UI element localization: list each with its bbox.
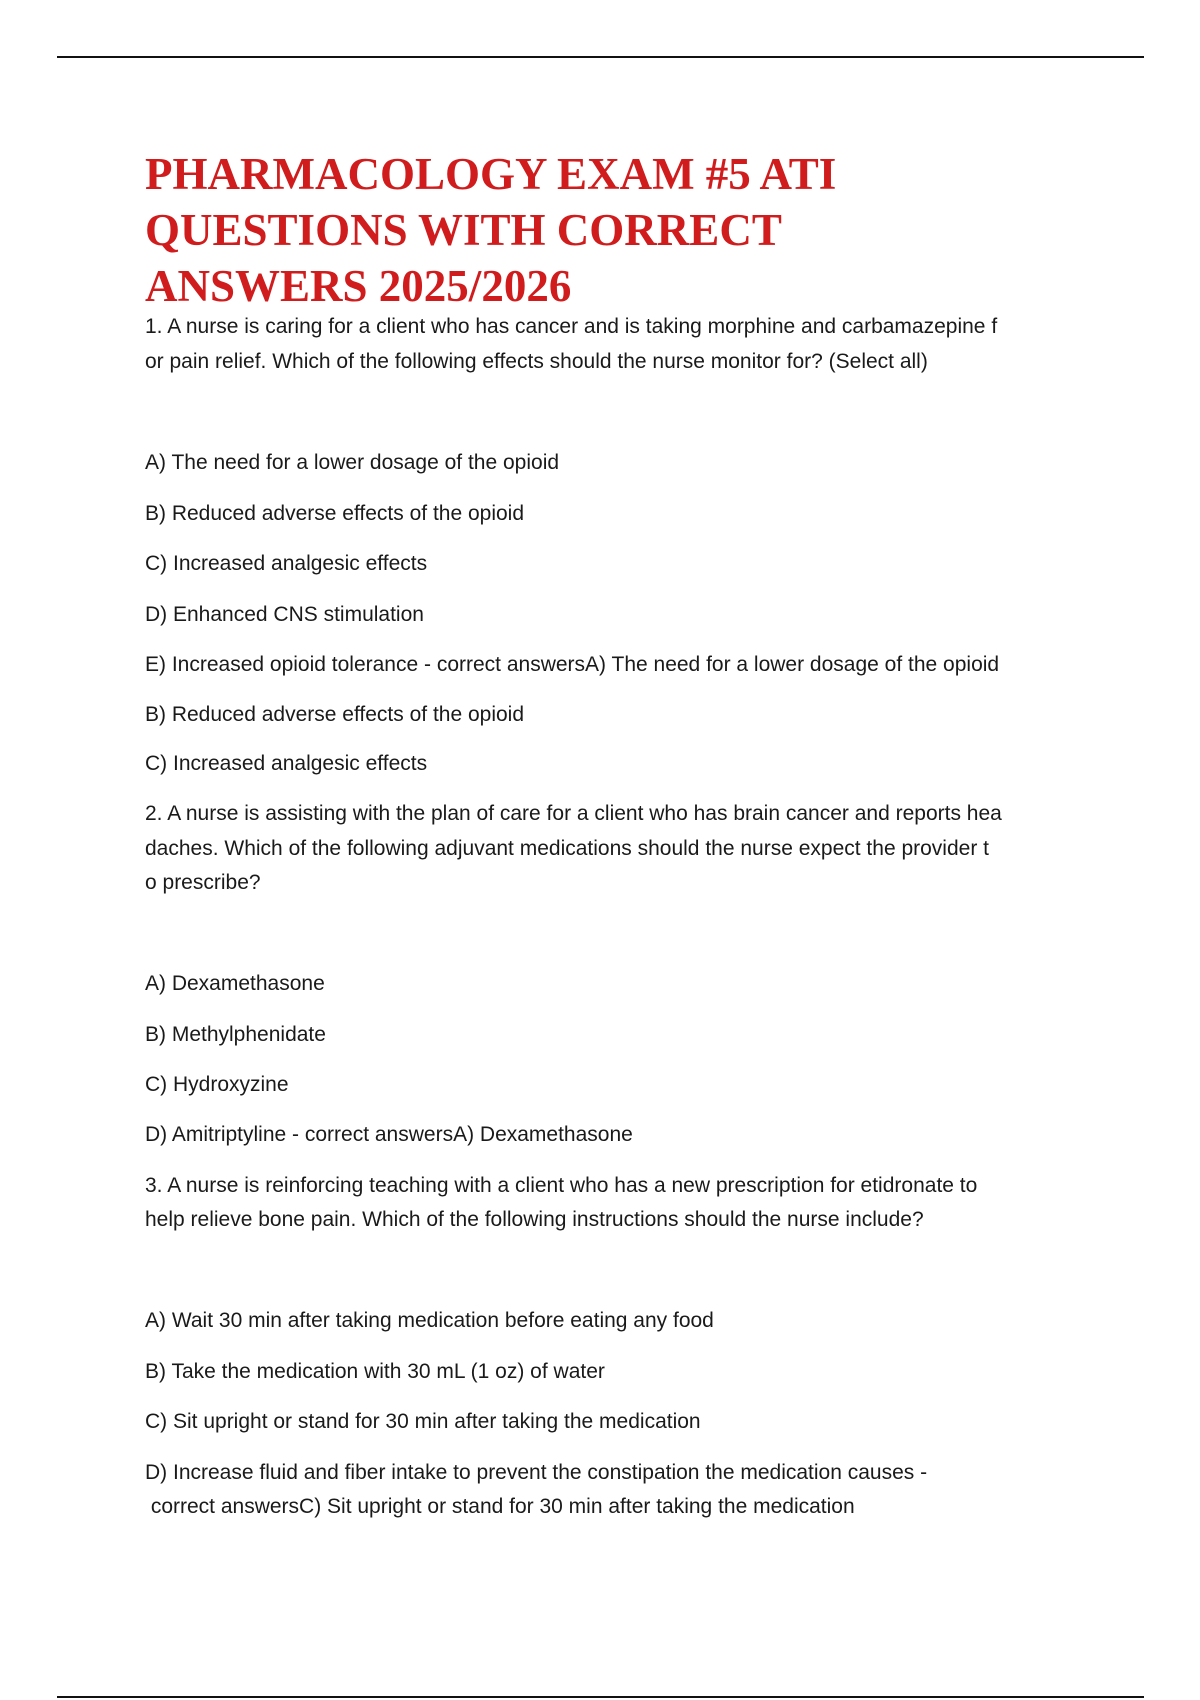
answer-line: B) Reduced adverse effects of the opioid bbox=[145, 703, 525, 726]
question-1-text-cont: or pain relief. Which of the following effects should the nurse monitor for? (Select all) bbox=[145, 350, 928, 373]
option-line: C) Hydroxyzine bbox=[145, 1073, 289, 1096]
option-line: B) Reduced adverse effects of the opioid bbox=[145, 502, 525, 525]
answer-line: E) Increased opioid tolerance - correct answersA) The need for a lower dosage of the opioid bbox=[145, 653, 1000, 676]
document-title bbox=[145, 146, 1045, 314]
option-line: C) Increased analgesic effects bbox=[145, 552, 428, 575]
option-line: D) Enhanced CNS stimulation bbox=[145, 603, 424, 626]
answer-line: D) Amitriptyline - correct answersA) Dexamethasone bbox=[145, 1123, 633, 1146]
question-3-text: 3. A nurse is reinforcing teaching with a client who has a new prescription for etidronate to bbox=[145, 1174, 978, 1197]
option-line: B) Take the medication with 30 mL (1 oz) of water bbox=[145, 1360, 605, 1383]
bottom-rule bbox=[57, 1696, 1144, 1698]
top-rule bbox=[57, 56, 1144, 58]
question-2-text-cont: daches. Which of the following adjuvant medications should the nurse expect the provider t bbox=[145, 837, 989, 860]
question-1-text: 1. A nurse is caring for a client who has cancer and is taking morphine and carbamazepine f bbox=[145, 315, 998, 338]
title-line-1: PHARMACOLOGY EXAM #5 ATI bbox=[145, 149, 837, 199]
option-line: A) Dexamethasone bbox=[145, 972, 325, 995]
option-line: B) Methylphenidate bbox=[145, 1023, 326, 1046]
option-line: D) Increase fluid and fiber intake to prevent the constipation the medication causes - bbox=[145, 1461, 928, 1484]
option-line: A) The need for a lower dosage of the opioid bbox=[145, 451, 560, 474]
option-line: C) Sit upright or stand for 30 min after taking the medication bbox=[145, 1410, 701, 1433]
title-line-2: QUESTIONS WITH CORRECT bbox=[145, 205, 782, 255]
title-line-3: ANSWERS 2025/2026 bbox=[145, 261, 572, 311]
answer-line: C) Increased analgesic effects bbox=[145, 752, 428, 775]
answer-line: correct answersC) Sit upright or stand for 30 min after taking the medication bbox=[145, 1495, 855, 1518]
question-3-text-cont: help relieve bone pain. Which of the following instructions should the nurse include? bbox=[145, 1208, 924, 1231]
question-2-text-cont: o prescribe? bbox=[145, 871, 261, 894]
option-line: A) Wait 30 min after taking medication before eating any food bbox=[145, 1309, 714, 1332]
question-2-text: 2. A nurse is assisting with the plan of care for a client who has brain cancer and reports hea bbox=[145, 802, 1002, 825]
